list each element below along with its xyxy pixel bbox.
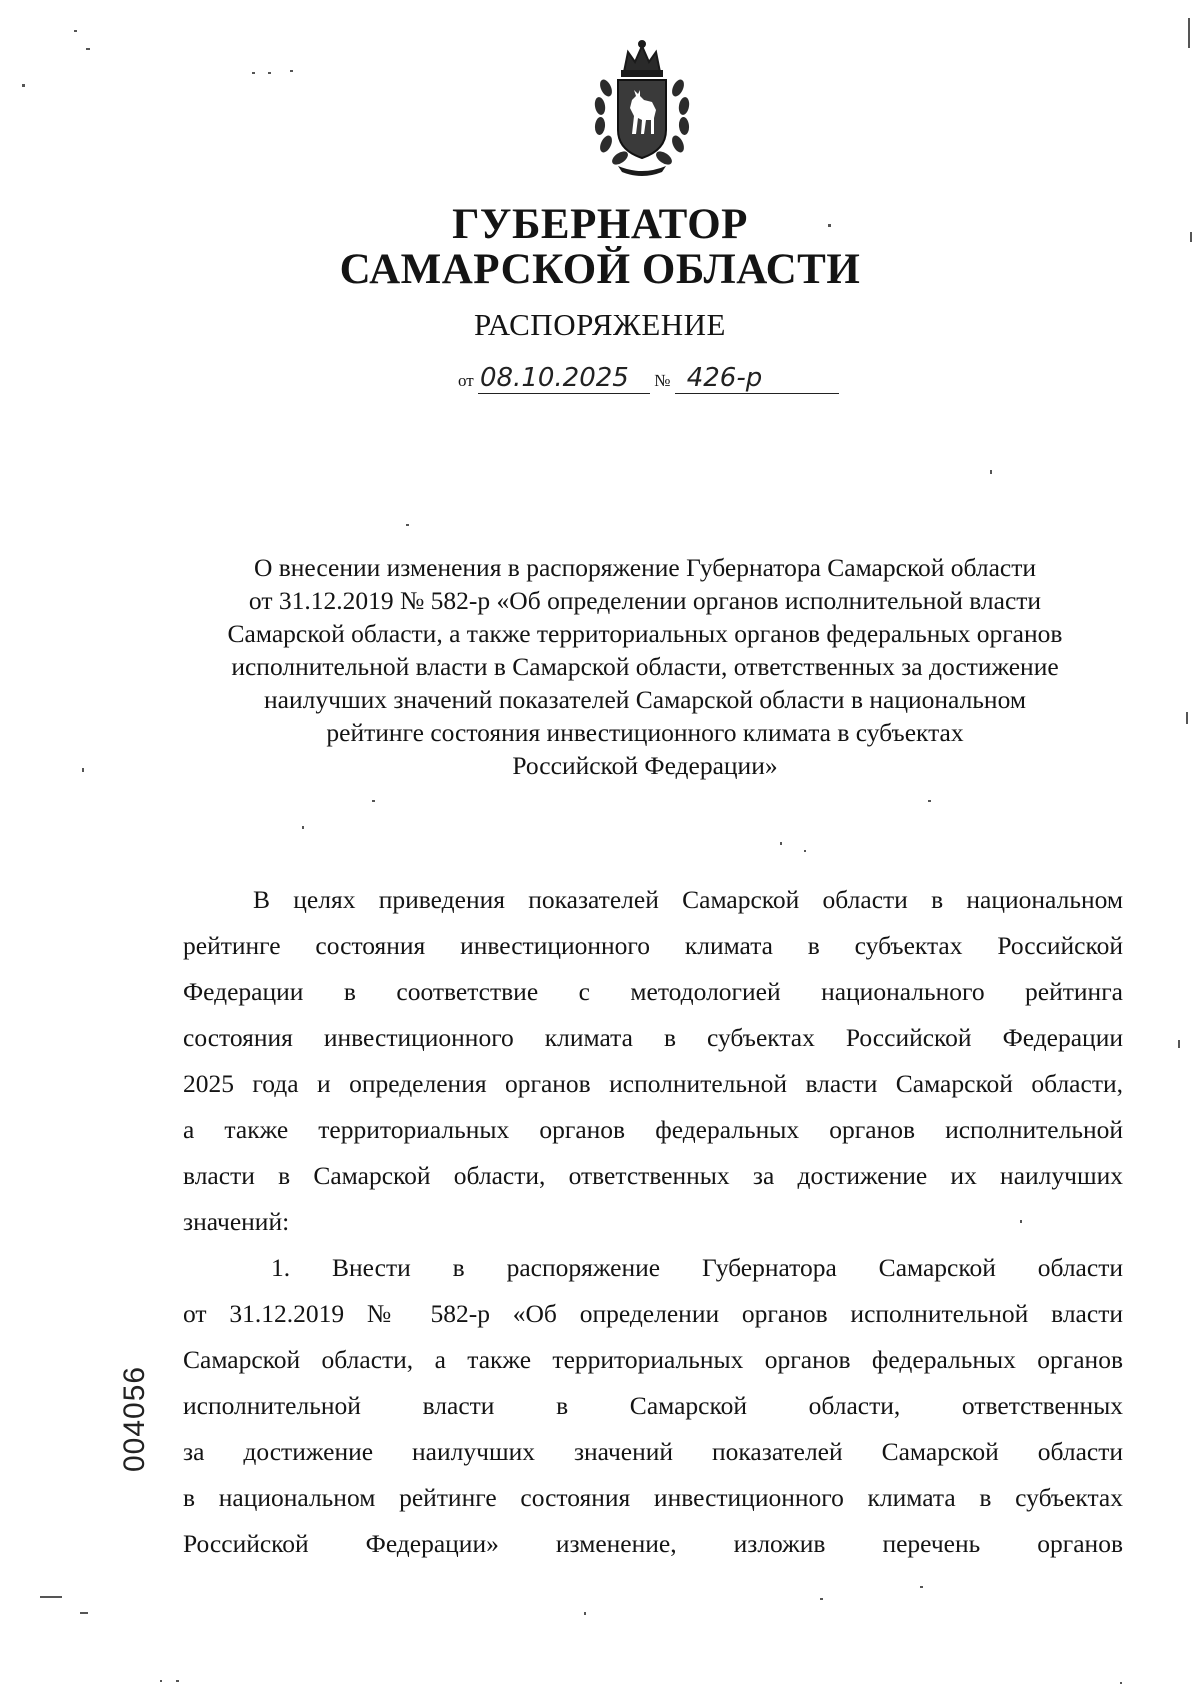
item-line: Самарской области, а также территориальных органов федеральных органов [183, 1345, 1123, 1374]
authority-title-line2: САМАРСКОЙ ОБЛАСТИ [339, 246, 861, 293]
title-line: исполнительной власти в Самарской области, ответственных за достижение [231, 652, 1059, 681]
item-line: 1. Внести в распоряжение Губернатора Самарской области [271, 1253, 1123, 1282]
side-registration-stamp: 004056 [118, 1365, 151, 1472]
item-1-paragraph [183, 1245, 1123, 1567]
number-prefix: № [654, 371, 671, 390]
handwritten-date: 08.10.2025 [479, 363, 629, 393]
document-title [170, 551, 1120, 782]
preamble-line: состояния инвестиционного климата в субъектах Российской Федерации [183, 1023, 1123, 1052]
title-line: рейтинге состояния инвестиционного климата в субъектах [326, 718, 964, 747]
coat-of-arms-emblem [588, 38, 696, 176]
title-line: от 31.12.2019 № 582-р «Об определении органов исполнительной власти [248, 586, 1042, 615]
item-line: за достижение наилучших значений показателей Самарской области [183, 1437, 1123, 1466]
preamble-line: власти в Самарской области, ответственных за достижение их наилучших [183, 1161, 1123, 1190]
preamble-line: значений: [183, 1207, 290, 1236]
item-line: исполнительной власти в Самарской области, ответственных [183, 1391, 1123, 1420]
title-line: О внесении изменения в распоряжение Губернатора Самарской области [253, 553, 1037, 582]
preamble-line: В целях приведения показателей Самарской области в национальном [253, 885, 1123, 914]
title-line: Самарской области, а также территориальных органов федеральных органов [227, 619, 1063, 648]
preamble-line: 2025 года и определения органов исполнительной власти Самарской области, [183, 1069, 1123, 1098]
handwritten-number: 426-р [686, 363, 763, 393]
preamble-line: Федерации в соответствие с методологией национального рейтинга [183, 977, 1123, 1006]
date-prefix: от [458, 371, 474, 390]
authority-title-line1: ГУБЕРНАТОР [452, 201, 748, 248]
preamble-paragraph [183, 877, 1123, 1245]
item-line: в национальном рейтинге состояния инвестиционного климата в субъектах [183, 1483, 1123, 1512]
title-line: Российской Федерации» [512, 751, 778, 780]
document-type: РАСПОРЯЖЕНИЕ [474, 307, 726, 342]
preamble-line: рейтинге состояния инвестиционного климата в субъектах Российской [183, 931, 1123, 960]
item-line: Российской Федерации» изменение, изложив перечень органов [183, 1529, 1123, 1558]
date-number-line [458, 363, 839, 394]
item-line: от 31.12.2019 № 582-р «Об определении органов исполнительной власти [183, 1299, 1123, 1328]
preamble-line: а также территориальных органов федеральных органов исполнительной [183, 1115, 1123, 1144]
title-line: наилучших значений показателей Самарской области в национальном [264, 685, 1026, 714]
